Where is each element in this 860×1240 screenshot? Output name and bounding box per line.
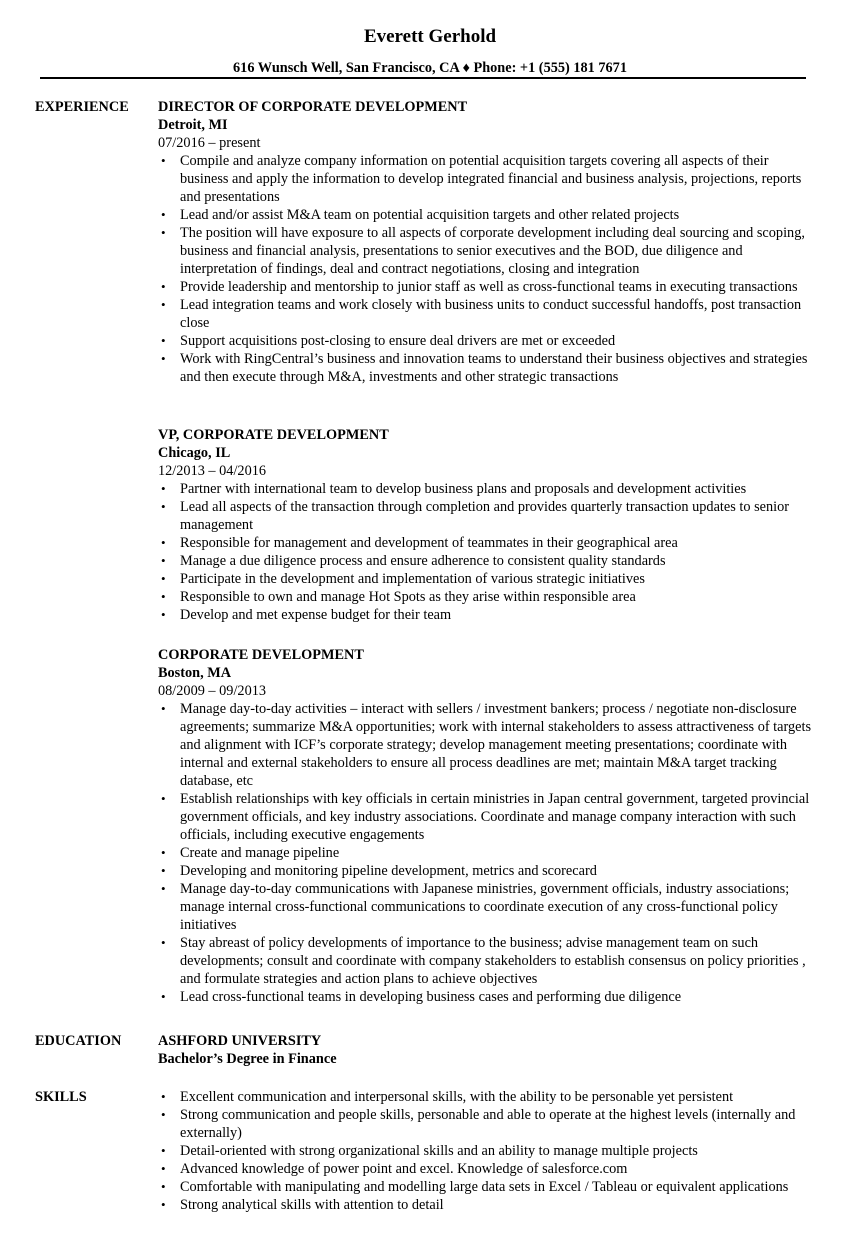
section-label-experience: EXPERIENCE — [35, 99, 129, 115]
list-item: • Lead all aspects of the transaction through completion and provides quarterly transaction updates to senior management — [158, 498, 818, 534]
job-title: DIRECTOR OF CORPORATE DEVELOPMENT — [158, 99, 468, 115]
list-item: • Manage day-to-day communications with Japanese ministries, government officials, industry associations; manage internal cross-functional communications to coordinate execution of any cross-functional policy initiatives — [158, 880, 818, 934]
list-item: • Developing and monitoring pipeline development, metrics and scorecard — [158, 862, 818, 880]
skills-bullets — [158, 1088, 818, 1214]
list-item: • Detail-oriented with strong organizational skills and an ability to manage multiple projects — [158, 1142, 818, 1160]
list-item: • Work with RingCentral’s business and innovation teams to understand their business objectives and strategies and then execute through M&A, investments and other strategic transactions — [158, 350, 818, 386]
list-item: • Responsible to own and manage Hot Spots as they arise within responsible area — [158, 588, 818, 606]
list-item: • Participate in the development and implementation of various strategic initiatives — [158, 570, 818, 588]
list-item: • Lead cross-functional teams in developing business cases and performing due diligence — [158, 988, 818, 1006]
list-item: • Compile and analyze company information on potential acquisition targets covering all aspects of their business and apply the information to develop integrated financial and business analysis, projections, reports and presentations — [158, 152, 818, 206]
job-bullets — [158, 480, 818, 624]
list-item: • Lead integration teams and work closely with business units to conduct successful handoffs, post transaction close — [158, 296, 818, 332]
job-title: CORPORATE DEVELOPMENT — [158, 647, 364, 663]
degree: Bachelor’s Degree in Finance — [158, 1051, 337, 1067]
header-divider — [40, 77, 806, 79]
list-item: • Partner with international team to develop business plans and proposals and development activities — [158, 480, 818, 498]
job-location: Detroit, MI — [158, 117, 228, 133]
list-item: • The position will have exposure to all aspects of corporate development including deal sourcing and scoping, business and financial analysis, presentations to senior executives and the BOD, due diligence and interpretation of findings, deal and contract negotiations, closing and integration — [158, 224, 818, 278]
skills-list — [158, 1088, 818, 1214]
list-item: • Strong communication and people skills, personable and able to operate at the highest levels (internally and externally) — [158, 1106, 818, 1142]
job-dates: 08/2009 – 09/2013 — [158, 683, 267, 699]
list-item: • Manage day-to-day activities – interact with sellers / investment bankers; process / negotiate non-disclosure agreements; summarize M&A opportunities; work with internal stakeholders to assess attractiveness of targets and alignment with ICF’s corporate strategy; develop management meeting presentations; coordinate with internal and external stakeholders to ensure all process deadlines are met; maintain M&A target tracking database, etc — [158, 700, 818, 790]
list-item: • Responsible for management and development of teammates in their geographical area — [158, 534, 818, 552]
job-bullets — [158, 700, 818, 1006]
job-dates: 12/2013 – 04/2016 — [158, 463, 267, 479]
list-item: • Provide leadership and mentorship to junior staff as well as cross-functional teams in executing transactions — [158, 278, 818, 296]
list-item: • Strong analytical skills with attention to detail — [158, 1196, 818, 1214]
list-item: • Advanced knowledge of power point and excel. Knowledge of salesforce.com — [158, 1160, 818, 1178]
list-item: • Comfortable with manipulating and modelling large data sets in Excel / Tableau or equivalent applications — [158, 1178, 818, 1196]
list-item: • Support acquisitions post-closing to ensure deal drivers are met or exceeded — [158, 332, 818, 350]
section-label-education: EDUCATION — [35, 1033, 122, 1049]
list-item: • Manage a due diligence process and ensure adherence to consistent quality standards — [158, 552, 818, 570]
education-entry — [158, 1032, 818, 1068]
list-item: • Develop and met expense budget for their team — [158, 606, 818, 624]
job-dates: 07/2016 – present — [158, 135, 261, 151]
list-item: • Establish relationships with key officials in certain ministries in Japan central government, targeted provincial government officials, and key industry associations. Coordinate and manage company interaction with such officials, including executive engagements — [158, 790, 818, 844]
job-entry — [158, 426, 818, 624]
school-name: ASHFORD UNIVERSITY — [158, 1033, 322, 1049]
list-item: • Lead and/or assist M&A team on potential acquisition targets and other related projects — [158, 206, 818, 224]
contact-line: 616 Wunsch Well, San Francisco, CA ♦ Phone: +1 (555) 181 7671 — [233, 60, 627, 76]
candidate-name: Everett Gerhold — [363, 26, 497, 47]
list-item: • Create and manage pipeline — [158, 844, 818, 862]
list-item: • Excellent communication and interpersonal skills, with the ability to be personable yet persistent — [158, 1088, 818, 1106]
job-entry — [158, 646, 818, 1006]
section-label-skills: SKILLS — [35, 1089, 87, 1105]
list-item: • Stay abreast of policy developments of importance to the business; advise management team on such developments; consult and coordinate with company stakeholders to establish consensus on policy priorities , and formulate strategies and action plans to achieve objectives — [158, 934, 818, 988]
job-entry — [158, 98, 818, 386]
job-location: Chicago, IL — [158, 445, 231, 461]
job-bullets — [158, 152, 818, 386]
job-title: VP, CORPORATE DEVELOPMENT — [158, 427, 389, 443]
job-location: Boston, MA — [158, 665, 232, 681]
